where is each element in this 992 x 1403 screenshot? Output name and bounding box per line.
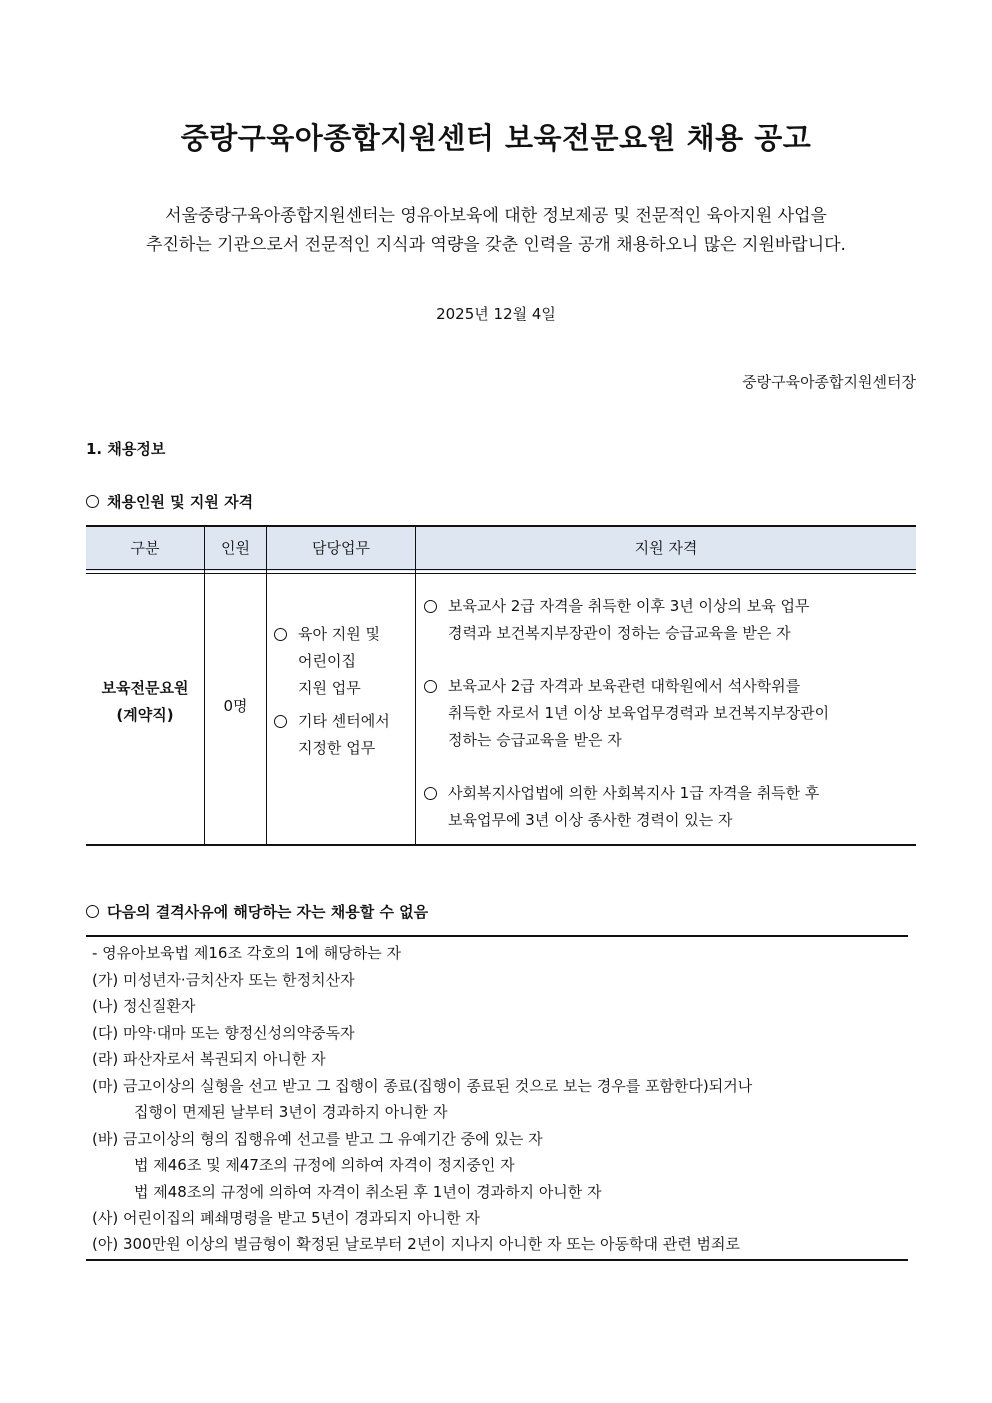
qualification-item xyxy=(424,593,910,647)
qualification-line: 보육업무에 3년 이상 종사한 경력이 있는 자 xyxy=(448,811,733,829)
category-line: 보육전문요원 xyxy=(101,679,189,697)
header-category: 구분 xyxy=(130,539,160,557)
list-item: 법 제48조의 규정에 의하여 자격이 취소된 후 1년이 경과하지 아니한 자 xyxy=(134,1183,602,1201)
subsection-label: 다음의 결격사유에 해당하는 자는 채용할 수 없음 xyxy=(107,903,429,921)
divider xyxy=(86,573,916,574)
qualification-cell xyxy=(424,593,910,834)
list-item: (바) 금고이상의 형의 집행유예 선고를 받고 그 유예기간 중에 있는 자 xyxy=(92,1130,543,1148)
qualification-line: 취득한 자로서 1년 이상 보육업무경력과 보건복지부장관이 xyxy=(448,704,830,722)
issuer: 중랑구육아종합지원센터장 xyxy=(742,373,916,391)
intro-paragraph xyxy=(60,202,932,260)
qualification-line: 경력과 보건복지부장관이 정하는 승급교육을 받은 자 xyxy=(448,624,791,642)
intro-line: 추진하는 기관으로서 전문적인 지식과 역량을 갖춘 인력을 공개 채용하오니 많은 지원바랍니다. xyxy=(146,235,846,255)
qualification-line: 정하는 승급교육을 받은 자 xyxy=(448,731,622,749)
duty-line: 기타 센터에서 xyxy=(298,712,390,730)
section-heading: 1. 채용정보 xyxy=(86,440,166,458)
category-line: (계약직) xyxy=(116,706,174,724)
list-item: (라) 파산자로서 복권되지 아니한 자 xyxy=(92,1050,326,1068)
disqualification-box xyxy=(86,935,908,1261)
qualification-line: 사회복지사업법에 의한 사회복지사 1급 자격을 취득한 후 xyxy=(448,784,820,802)
qualification-item xyxy=(424,780,910,834)
announcement-date: 2025년 12월 4일 xyxy=(436,305,556,323)
circle-bullet-icon xyxy=(86,495,99,508)
circle-bullet-icon xyxy=(424,680,437,693)
page-title: 중랑구육아종합지원센터 보육전문요원 채용 공고 xyxy=(180,121,812,155)
category-cell xyxy=(86,675,204,729)
column-divider xyxy=(415,527,416,844)
list-item: (나) 정신질환자 xyxy=(92,997,196,1015)
header-duty: 담당업무 xyxy=(312,539,370,557)
column-divider xyxy=(266,527,267,844)
duty-line: 지원 업무 xyxy=(298,679,361,697)
duty-line: 육아 지원 및 xyxy=(298,625,380,643)
header-count: 인원 xyxy=(221,539,250,557)
divider xyxy=(86,844,916,846)
list-item: (다) 마약·대마 또는 향정신성의약중독자 xyxy=(92,1024,355,1042)
count-cell: 0명 xyxy=(223,697,248,715)
duty-item xyxy=(274,621,414,702)
qualification-line: 보육교사 2급 자격을 취득한 이후 3년 이상의 보육 업무 xyxy=(448,597,810,615)
header-qualification: 지원 자격 xyxy=(634,539,698,557)
qualification-item xyxy=(424,673,910,754)
duty-item xyxy=(274,708,414,762)
subsection-heading xyxy=(86,901,428,922)
list-item: (마) 금고이상의 실형을 선고 받고 그 집행이 종료(집행이 종료된 것으로 보는 경우를 포함한다)되거나 xyxy=(92,1077,753,1095)
duty-line: 지정한 업무 xyxy=(298,739,376,757)
duty-line: 어린이집 xyxy=(298,652,356,670)
divider xyxy=(86,569,916,570)
qualification-line: 보육교사 2급 자격과 보육관련 대학원에서 석사학위를 xyxy=(448,677,801,695)
list-item: (가) 미성년자·금치산자 또는 한정치산자 xyxy=(92,971,355,989)
recruitment-table xyxy=(86,525,916,846)
subsection-heading xyxy=(86,491,253,512)
circle-bullet-icon xyxy=(274,628,287,641)
duty-cell xyxy=(274,621,414,768)
list-item: 집행이 면제된 날부터 3년이 경과하지 아니한 자 xyxy=(134,1103,448,1121)
circle-bullet-icon xyxy=(424,787,437,800)
circle-bullet-icon xyxy=(424,600,437,613)
column-divider xyxy=(204,527,205,844)
list-item: 법 제46조 및 제47조의 규정에 의하여 자격이 정지중인 자 xyxy=(134,1156,515,1174)
list-item: (사) 어린이집의 폐쇄명령을 받고 5년이 경과되지 아니한 자 xyxy=(92,1209,480,1227)
list-item: - 영유아보육법 제16조 각호의 1에 해당하는 자 xyxy=(92,944,401,962)
subsection-label: 채용인원 및 지원 자격 xyxy=(107,493,254,511)
list-item: (아) 300만원 이상의 벌금형이 확정된 날로부터 2년이 지나지 아니한 자 또는 아동학대 관련 범죄로 xyxy=(92,1235,740,1253)
intro-line: 서울중랑구육아종합지원센터는 영유아보육에 대한 정보제공 및 전문적인 육아지원 사업을 xyxy=(165,206,827,226)
circle-bullet-icon xyxy=(274,715,287,728)
circle-bullet-icon xyxy=(86,905,99,918)
